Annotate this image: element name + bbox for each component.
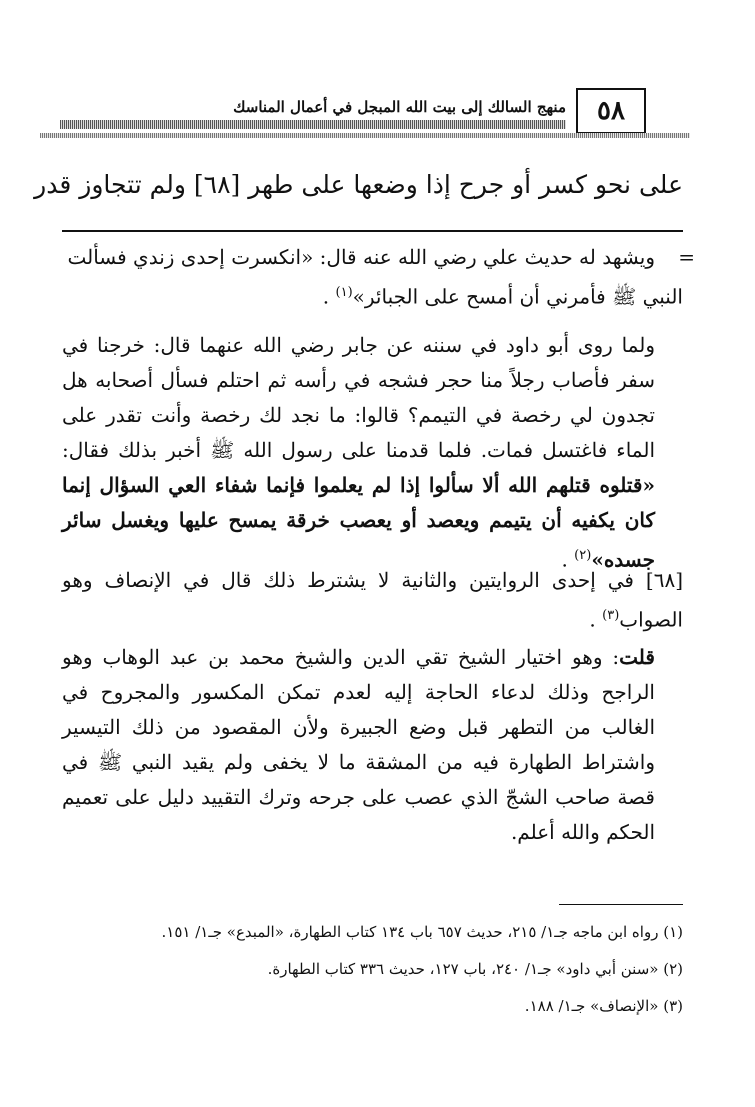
main-text-line: على نحو كسر أو جرح إذا وضعها على طهر [٦٨] ولم تتجاوز قدر [34,170,683,199]
main-text-divider [62,230,683,232]
commentary-paragraph-2 [62,328,683,578]
punctuation: . [322,284,336,309]
comment-lead: قلت [619,645,655,669]
punctuation: . [561,547,575,572]
footnote-item: (٣) «الإنصاف» جـ١/ ١٨٨. [524,997,683,1015]
commentary-paragraph-4 [62,640,683,850]
commentary-paragraph-1 [62,240,695,315]
footnote-item: (١) رواه ابن ماجه جـ١/ ٢١٥، حديث ٦٥٧ باب ١٣٤ كتاب الطهارة، «المبدع» جـ١/ ١٥١. [161,923,683,941]
commentary-paragraph-3 [62,563,683,638]
footnote-ref: (١) [335,285,353,300]
header-rule [60,120,566,129]
note-body: [٦٨] في إحدى الروايتين والثانية لا يشترط ذلك قال في الإنصاف وهو الصواب [62,568,683,632]
hadith-quote: «قتلوه قتلهم الله ألا سألوا إذا لم يعلموا فإنما شفاء العي السؤال إنما كان يكفيه أن يتيمم ويعصد أو يعصب خرقة يمسح عليها ويغسل سائر جسده» [62,473,655,572]
page-header [60,86,690,136]
footnotes [62,914,683,1025]
commentary-text [62,328,655,578]
footnote-divider [559,904,683,905]
author-comment [62,640,655,850]
punctuation: . [589,607,603,632]
page-number: ٥٨ [576,88,646,134]
commentary-line [62,240,655,275]
continuation-marker: = [678,245,695,269]
commentary-line [62,275,683,315]
running-title: منهج السالك إلى بيت الله المبجل في أعمال المناسك [233,98,566,116]
footnote-ref: (٢) [574,548,592,563]
footnote-item: (٢) «سنن أبي داود» جـ١/ ٢٤٠، باب ١٢٧، حديث ٣٣٦ كتاب الطهارة. [267,960,683,978]
commentary-text: ويشهد له حديث علي رضي الله عنه قال: «انكسرت إحدى زندي فسألت [67,245,655,269]
footnote-ref: (٣) [602,608,620,623]
comment-body: : وهو اختيار الشيخ تقي الدين والشيخ محمد بن عبد الوهاب وهو الراجح وذلك لدعاء الحاجة إليه لعدم تمكن المكسور والمجروح في الغالب من التطهر قبل وضع الجبيرة ولأن المقصود من ذلك التيسير واشتراط الطهارة فيه من المشقة ما لا يخفى ولم يقيد النبي ﷺ في قصة صاحب الشجّ الذي عصب على جرحه وترك التقييد دليل على تعميم الحكم والله أعلم. [62,645,655,844]
note-text [62,563,683,638]
commentary-text: النبي ﷺ فأمرني أن أمسح على الجبائر» [352,284,683,309]
header-rule-lower [40,133,690,138]
narration-text: ولما روى أبو داود في سننه عن جابر رضي الله عنهما قال: خرجنا في سفر فأصاب رجلاً منا حجر فشجه في رأسه ثم احتلم فسأل أصحابه هل تجدون لي رخصة في التيمم؟ قالوا: ما نجد لك رخصة وأنت تقدر على الماء فاغتسل فمات. فلما قدمنا على رسول الله ﷺ أخبر بذلك فقال: [62,333,655,462]
